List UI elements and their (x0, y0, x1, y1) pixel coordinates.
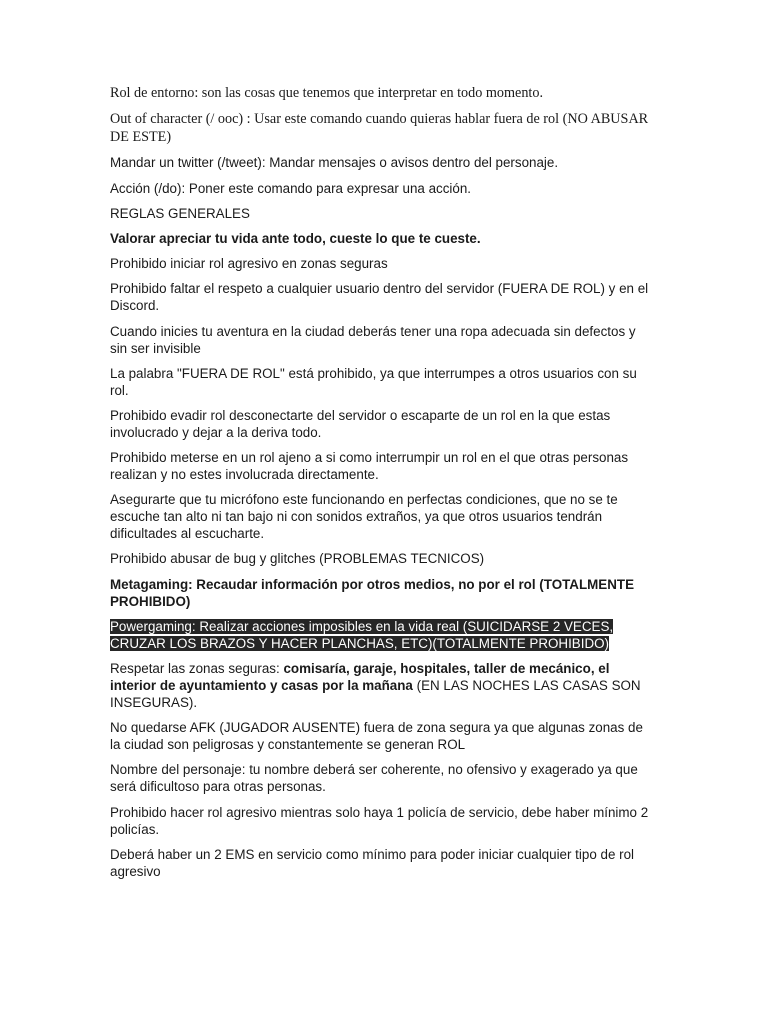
document-body (110, 84, 655, 888)
paragraph-bugs: Prohibido abusar de bug y glitches (PROBLEMAS TECNICOS) (110, 551, 485, 567)
paragraph-evadir-rol: Prohibido evadir rol desconectarte del servidor o escaparte de un rol en la que estas involucrado y dejar a la deriva todo. (110, 407, 611, 440)
paragraph-ems: Deberá haber un 2 EMS en servicio como mínimo para poder iniciar cualquier tipo de rol agresivo (110, 846, 634, 879)
paragraph-powergaming (110, 618, 655, 652)
paragraph-twitter: Mandar un twitter (/tweet): Mandar mensajes o avisos dentro del personaje. (110, 155, 559, 171)
paragraph-metagaming: Metagaming: Recaudar información por otros medios, no por el rol (TOTALMENTE PROHIBIDO) (110, 576, 635, 609)
zonas-intro: Respetar las zonas seguras: (110, 661, 284, 676)
paragraph-respeto: Prohibido faltar el respeto a cualquier usuario dentro del servidor (FUERA DE ROL) y en el Discord. (110, 281, 649, 314)
paragraph-ropa: Cuando inicies tu aventura en la ciudad deberás tener una ropa adecuada sin defectos y sin ser invisible (110, 323, 636, 356)
paragraph-microfono: Asegurarte que tu micrófono este funcionando en perfectas condiciones, que no se te escuche tan alto ni tan bajo ni con sonidos extraños, ya que otros usuarios tendrán dificultades al escucharte. (110, 492, 618, 542)
section-heading-reglas: REGLAS GENERALES (110, 205, 250, 221)
paragraph-rol-de-entorno: Rol de entorno: son las cosas que tenemos que interpretar en todo momento. (110, 85, 544, 101)
paragraph-policias: Prohibido hacer rol agresivo mientras solo haya 1 policía de servicio, debe haber mínimo 2 policías. (110, 804, 649, 837)
paragraph-afk: No quedarse AFK (JUGADOR AUSENTE) fuera de zona segura ya que algunas zonas de la ciudad son peligrosas y constantemente se generan ROL (110, 720, 643, 753)
zonas-tail: (EN LAS NOCHES LAS CASAS SON INSEGURAS). (110, 678, 641, 710)
paragraph-nombre-personaje: Nombre del personaje: tu nombre deberá ser coherente, no ofensivo y exagerado ya que será dificultoso para otras personas. (110, 762, 638, 795)
paragraph-accion: Acción (/do): Poner este comando para expresar una acción. (110, 180, 472, 196)
paragraph-rol-agresivo-zonas: Prohibido iniciar rol agresivo en zonas seguras (110, 256, 388, 272)
paragraph-valorar-vida: Valorar apreciar tu vida ante todo, cueste lo que te cueste. (110, 230, 481, 246)
paragraph-fuera-de-rol: La palabra "FUERA DE ROL" está prohibido, ya que interrumpes a otros usuarios con su rol. (110, 365, 637, 398)
powergaming-highlight: Powergaming: Realizar acciones imposibles en la vida real (SUICIDARSE 2 VECES, CRUZAR LOS BRAZOS Y HACER PLANCHAS, ETC)(TOTALMENTE PROHIBIDO) (110, 618, 614, 651)
zonas-list: comisaría, garaje, hospitales, taller de mecánico, el interior de ayuntamiento y casas por la mañana (110, 661, 610, 693)
paragraph-rol-ajeno: Prohibido meterse en un rol ajeno a si como interrumpir un rol en el que otras personas realizan y no estes involucrada directamente. (110, 450, 629, 483)
paragraph-out-of-character: Out of character (/ ooc) : Usar este comando cuando quieras hablar fuera de rol (NO ABUSAR DE ESTE) (110, 111, 649, 146)
paragraph-zonas-seguras (110, 660, 655, 711)
